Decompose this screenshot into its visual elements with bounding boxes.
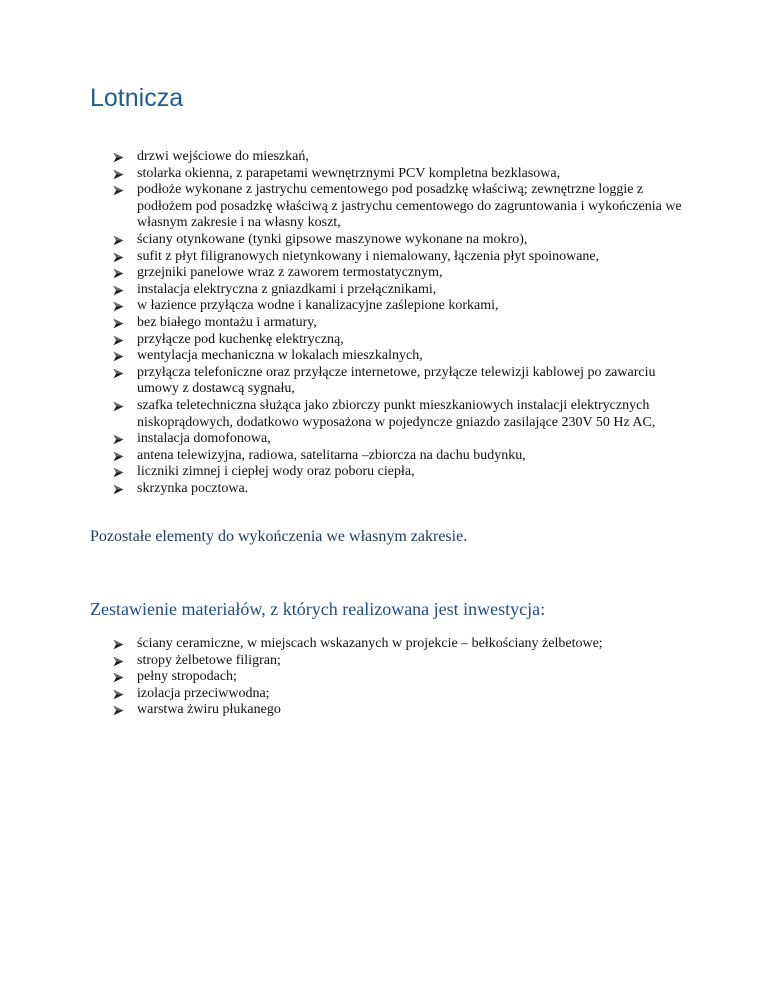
list-item-text: grzejniki panelowe wraz z zaworem termostatycznym, [137, 265, 443, 281]
list-item-text: wentylacja mechaniczna w lokalach mieszkalnych, [137, 348, 423, 364]
list-item-text: pełny stropodach; [137, 669, 237, 685]
arrow-bullet-icon [113, 653, 127, 669]
list-item-text: sufit z płyt filigranowych nietynkowany i niemalowany, łączenia płyt spoinowane, [137, 248, 600, 264]
list-item [113, 232, 683, 249]
list-item [113, 365, 683, 398]
list-item [113, 315, 683, 332]
arrow-bullet-icon [113, 636, 127, 652]
list-item [113, 669, 683, 686]
arrow-bullet-icon [113, 481, 127, 497]
arrow-bullet-icon [113, 365, 127, 381]
list-item [113, 166, 683, 183]
list-item-text: instalacja domofonowa, [137, 431, 271, 447]
arrow-bullet-icon [113, 431, 127, 447]
list-item [113, 282, 683, 299]
arrow-bullet-icon [113, 315, 127, 331]
arrow-bullet-icon [113, 249, 127, 265]
list-item [113, 398, 683, 431]
list-item [113, 702, 683, 719]
list-item-text: izolacja przeciwwodna; [137, 685, 270, 701]
arrow-bullet-icon [113, 702, 127, 718]
list-item-text: przyłącza telefoniczne oraz przyłącze internetowe, przyłącze telewizji kablowej po zawarciu umowy z dostawcą sygnału, [137, 364, 656, 397]
list-item [113, 481, 683, 498]
arrow-bullet-icon [113, 448, 127, 464]
materials-list [113, 636, 683, 719]
list-item [113, 332, 683, 349]
list-item-text: liczniki zimnej i ciepłej wody oraz poboru ciepła, [137, 464, 415, 480]
list-item [113, 686, 683, 703]
page-title: Lotnicza [90, 84, 184, 112]
list-item-text: instalacja elektryczna z gniazdkami i przełącznikami, [137, 281, 437, 297]
arrow-bullet-icon [113, 398, 127, 414]
list-item-text: warstwa żwiru płukanego [137, 702, 281, 718]
arrow-bullet-icon [113, 182, 127, 198]
list-item-text: ściany otynkowane (tynki gipsowe maszynowe wykonane na mokro), [137, 231, 528, 247]
list-item-text: podłoże wykonane z jastrychu cementowego pod posadzkę właściwą; zewnętrzne loggie z podłożem pod posadzkę właściwą z jastrychu cementowego do zagruntowania i wykończenia we własnym zakresie i na własny koszt, [137, 182, 682, 231]
list-item-text: skrzynka pocztowa. [137, 480, 249, 496]
list-item [113, 348, 683, 365]
arrow-bullet-icon [113, 348, 127, 364]
arrow-bullet-icon [113, 298, 127, 314]
arrow-bullet-icon [113, 232, 127, 248]
list-item-text: ściany ceramiczne, w miejscach wskazanych w projekcie – bełkościany żelbetowe; [137, 636, 603, 651]
list-item [113, 636, 683, 653]
arrow-bullet-icon [113, 669, 127, 685]
list-item [113, 431, 683, 448]
arrow-bullet-icon [113, 166, 127, 182]
list-item-text: bez białego montażu i armatury, [137, 314, 317, 330]
list-item-text: stolarka okienna, z parapetami wewnętrznymi PCV kompletna bezklasowa, [137, 165, 561, 181]
list-item [113, 653, 683, 670]
arrow-bullet-icon [113, 464, 127, 480]
list-item-text: przyłącze pod kuchenkę elektryczną, [137, 331, 344, 347]
list-item [113, 149, 683, 166]
features-list [113, 149, 683, 497]
list-item-text: stropy żelbetowe filigran; [137, 652, 281, 668]
list-item [113, 249, 683, 266]
remaining-elements-note: Pozostałe elementy do wykończenia we własnym zakresie. [90, 528, 468, 545]
arrow-bullet-icon [113, 686, 127, 702]
list-item-text: w łazience przyłącza wodne i kanalizacyjne zaślepione korkami, [137, 298, 499, 314]
list-item [113, 182, 683, 232]
materials-heading: Zestawienie materiałów, z których realizowana jest inwestycja: [90, 599, 546, 619]
list-item [113, 265, 683, 282]
list-item [113, 448, 683, 465]
arrow-bullet-icon [113, 149, 127, 165]
list-item-text: antena telewizyjna, radiowa, satelitarna –zbiorcza na dachu budynku, [137, 447, 526, 463]
list-item [113, 298, 683, 315]
list-item-text: drzwi wejściowe do mieszkań, [137, 149, 309, 164]
list-item [113, 464, 683, 481]
arrow-bullet-icon [113, 265, 127, 281]
list-item-text: szafka teletechniczna służąca jako zbiorczy punkt mieszkaniowych instalacji elektrycznych niskoprądowych, dodatkowo wyposażona w pojedyncze gniazdo zasilające 230V 50 Hz AC, [137, 397, 656, 430]
arrow-bullet-icon [113, 282, 127, 298]
arrow-bullet-icon [113, 332, 127, 348]
